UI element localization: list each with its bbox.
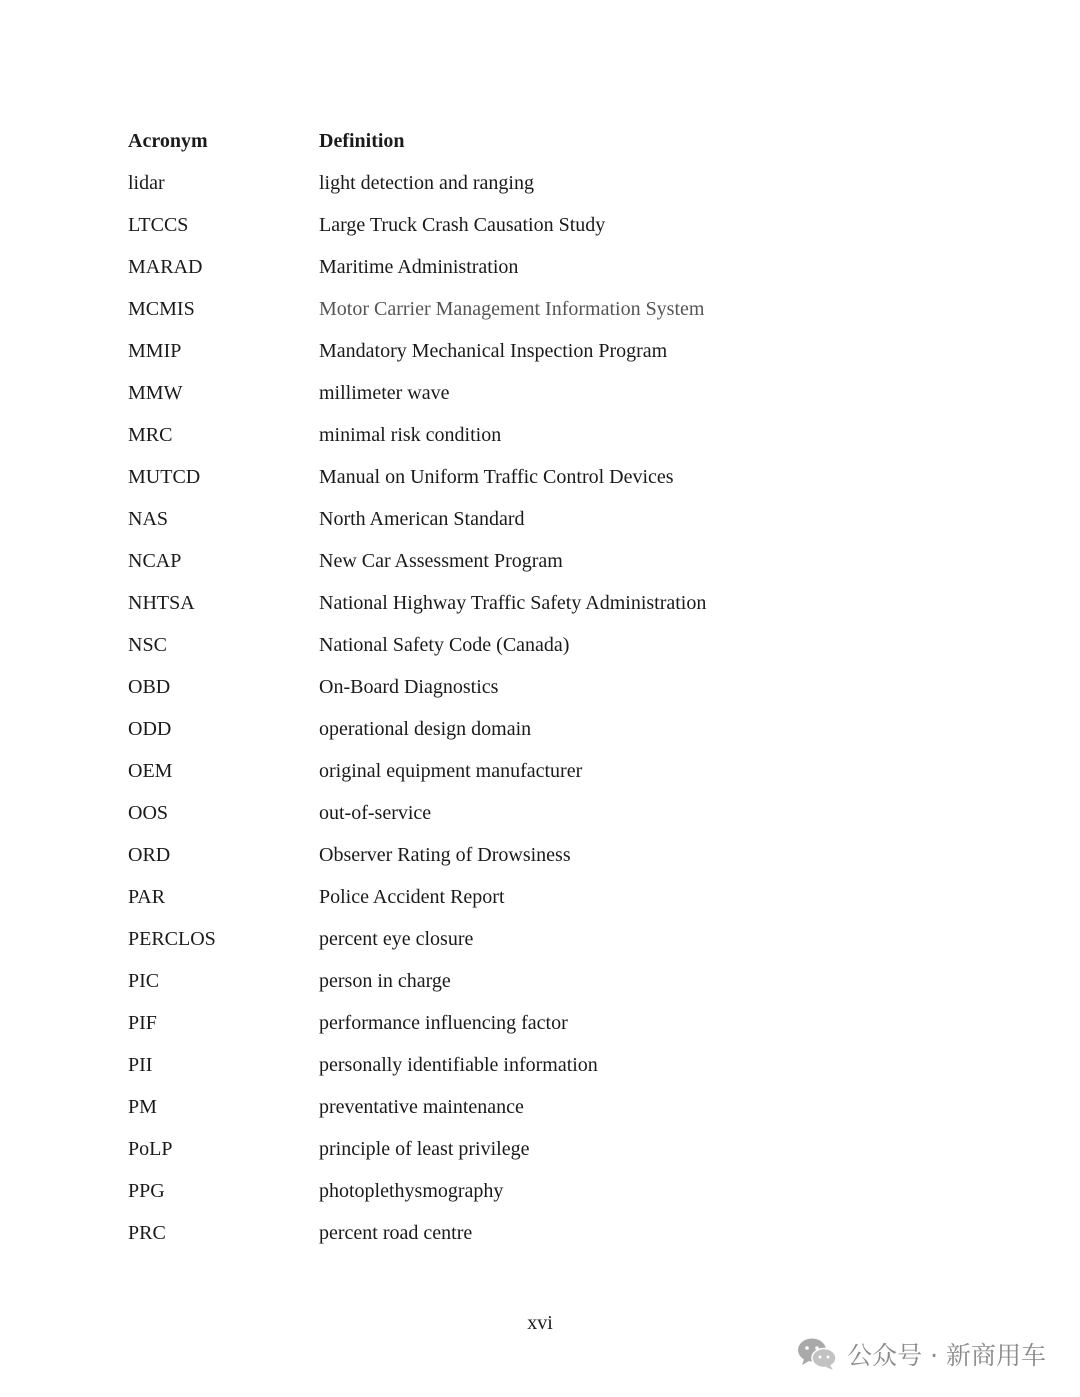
definition-cell: National Highway Traffic Safety Administration: [319, 592, 707, 614]
definition-cell: personally identifiable information: [319, 1054, 598, 1076]
watermark: [797, 1336, 1046, 1372]
table-header: [128, 120, 828, 162]
definition-cell: minimal risk condition: [319, 424, 502, 446]
table-row: [128, 414, 828, 456]
page-number: xvi: [527, 1312, 553, 1334]
definition-cell: Observer Rating of Drowsiness: [319, 844, 571, 866]
acronym-cell: ORD: [128, 844, 171, 866]
acronym-cell: OBD: [128, 676, 171, 698]
definition-column-header: Definition: [319, 130, 405, 152]
table-row: [128, 498, 828, 540]
definition-cell: National Safety Code (Canada): [319, 634, 570, 656]
table-row: [128, 582, 828, 624]
table-row: [128, 750, 828, 792]
acronym-table: [128, 120, 828, 1254]
definition-cell: millimeter wave: [319, 382, 450, 404]
table-row: [128, 540, 828, 582]
acronym-cell: MCMIS: [128, 298, 195, 320]
table-row: [128, 792, 828, 834]
acronym-cell: MUTCD: [128, 466, 201, 488]
table-row: [128, 1002, 828, 1044]
acronym-cell: PRC: [128, 1222, 166, 1244]
acronym-cell: MMIP: [128, 340, 182, 362]
table-row: [128, 372, 828, 414]
table-row: [128, 1044, 828, 1086]
table-row: [128, 1212, 828, 1254]
acronym-cell: PII: [128, 1054, 153, 1076]
acronym-cell: LTCCS: [128, 214, 189, 236]
definition-cell: percent eye closure: [319, 928, 474, 950]
definition-cell: New Car Assessment Program: [319, 550, 563, 572]
table-row: [128, 666, 828, 708]
definition-cell: principle of least privilege: [319, 1138, 530, 1160]
acronym-cell: MRC: [128, 424, 173, 446]
table-row: [128, 456, 828, 498]
definition-cell: Police Accident Report: [319, 886, 505, 908]
acronym-cell: NAS: [128, 508, 169, 530]
watermark-text: 公众号 · 新商用车: [847, 1341, 1046, 1370]
acronym-cell: PPG: [128, 1180, 165, 1202]
table-row: [128, 204, 828, 246]
table-row: [128, 1086, 828, 1128]
definition-cell: Large Truck Crash Causation Study: [319, 214, 606, 236]
acronym-cell: NHTSA: [128, 592, 195, 614]
acronym-cell: NSC: [128, 634, 167, 656]
acronym-cell: PIF: [128, 1012, 157, 1034]
definition-cell: photoplethysmography: [319, 1180, 504, 1202]
definition-cell: preventative maintenance: [319, 1096, 524, 1118]
table-row: [128, 876, 828, 918]
definition-cell: operational design domain: [319, 718, 532, 740]
definition-cell: percent road centre: [319, 1222, 473, 1244]
acronym-cell: PIC: [128, 970, 160, 992]
definition-cell: On-Board Diagnostics: [319, 676, 499, 698]
table-row: [128, 708, 828, 750]
table-row: [128, 288, 828, 330]
acronym-cell: OEM: [128, 760, 173, 782]
acronym-cell: MMW: [128, 382, 183, 404]
acronym-cell: OOS: [128, 802, 169, 824]
table-row: [128, 1128, 828, 1170]
table-row: [128, 834, 828, 876]
table-row: [128, 330, 828, 372]
acronym-cell: PM: [128, 1096, 157, 1118]
acronym-cell: PoLP: [128, 1138, 173, 1160]
acronym-cell: NCAP: [128, 550, 182, 572]
definition-cell: Manual on Uniform Traffic Control Devices: [319, 466, 674, 488]
definition-cell: Mandatory Mechanical Inspection Program: [319, 340, 668, 362]
wechat-icon: [797, 1337, 837, 1371]
definition-cell: Maritime Administration: [319, 256, 519, 278]
definition-cell: North American Standard: [319, 508, 525, 530]
table-row: [128, 162, 828, 204]
acronym-cell: MARAD: [128, 256, 203, 278]
definition-cell: out-of-service: [319, 802, 432, 824]
definition-cell: light detection and ranging: [319, 172, 534, 194]
table-row: [128, 624, 828, 666]
definition-cell: original equipment manufacturer: [319, 760, 583, 782]
definition-cell: Motor Carrier Management Information System: [319, 298, 705, 320]
definition-cell: person in charge: [319, 970, 451, 992]
table-row: [128, 246, 828, 288]
acronym-cell: ODD: [128, 718, 172, 740]
table-row: [128, 960, 828, 1002]
table-row: [128, 918, 828, 960]
acronym-cell: lidar: [128, 172, 165, 194]
acronym-cell: PERCLOS: [128, 928, 216, 950]
table-row: [128, 1170, 828, 1212]
definition-cell: performance influencing factor: [319, 1012, 568, 1034]
acronym-cell: PAR: [128, 886, 166, 908]
acronym-column-header: Acronym: [128, 130, 208, 152]
